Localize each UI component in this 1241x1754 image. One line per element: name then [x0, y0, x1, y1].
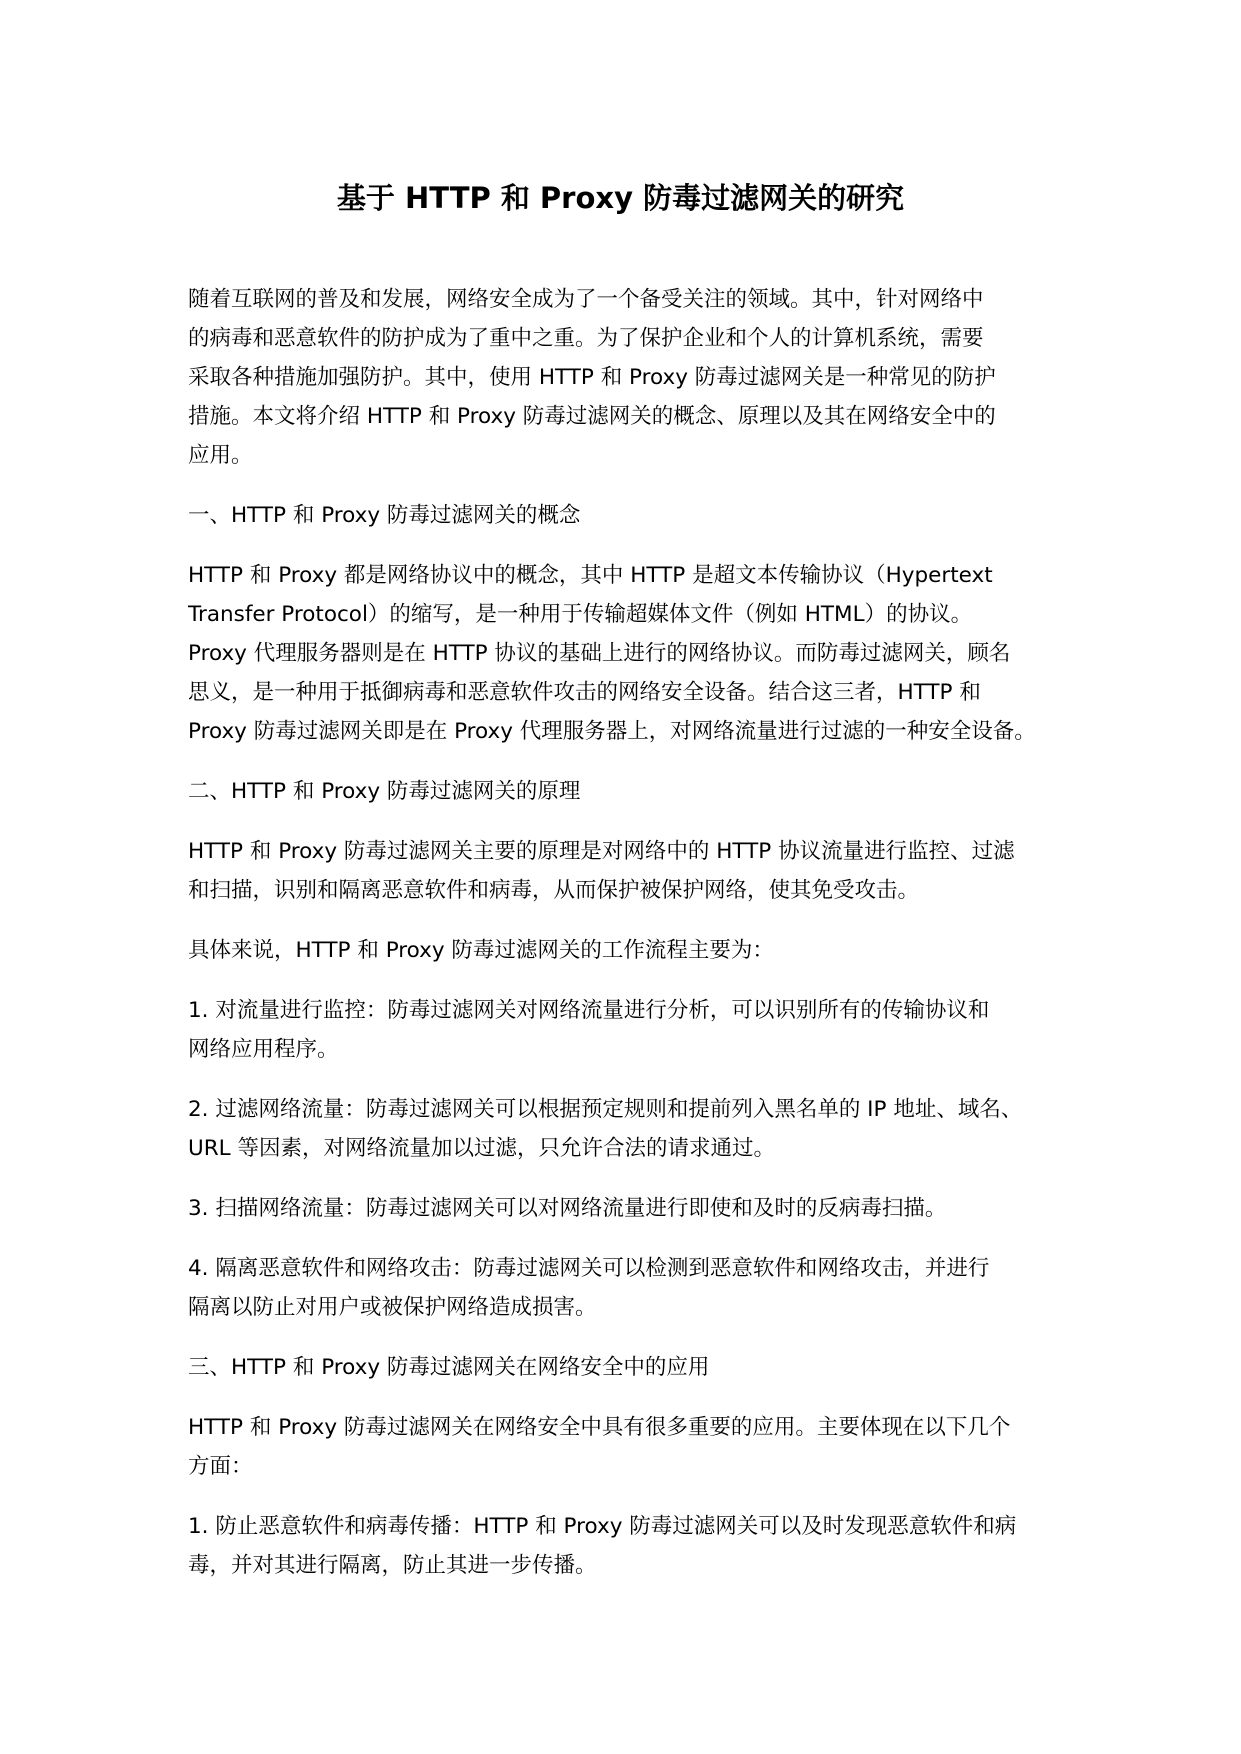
paragraph [188, 772, 1068, 811]
paragraph [188, 1348, 1068, 1387]
text-line: 具体来说，HTTP 和 Proxy 防毒过滤网关的工作流程主要为： [188, 938, 774, 963]
text-line: 毒，并对其进行隔离，防止其进一步传播。 [188, 1553, 597, 1578]
text-line: 三、HTTP 和 Proxy 防毒过滤网关在网络安全中的应用 [188, 1355, 710, 1380]
text-line: Proxy 代理服务器则是在 HTTP 协议的基础上进行的网络协议。而防毒过滤网关，顾名 [188, 641, 1011, 666]
paragraph [188, 1090, 1068, 1168]
text-line: HTTP 和 Proxy 都是网络协议中的概念，其中 HTTP 是超文本传输协议（Hypertext [188, 563, 993, 588]
text-line: HTTP 和 Proxy 防毒过滤网关在网络安全中具有很多重要的应用。主要体现在以下几个 [188, 1415, 1011, 1440]
text-line: 随着互联网的普及和发展，网络安全成为了一个备受关注的领域。其中，针对网络中 [188, 287, 984, 312]
paragraph [188, 1507, 1068, 1585]
text-line: 3. 扫描网络流量：防毒过滤网关可以对网络流量进行即使和及时的反病毒扫描。 [188, 1196, 947, 1221]
text-line: 的病毒和恶意软件的防护成为了重中之重。为了保护企业和个人的计算机系统，需要 [188, 326, 984, 351]
text-line: Transfer Protocol）的缩写，是一种用于传输超媒体文件（例如 HTML）的协议。 [188, 602, 973, 627]
document-body [188, 280, 1068, 1606]
text-line: 应用。 [188, 443, 253, 468]
paragraph [188, 991, 1068, 1069]
paragraph [188, 832, 1068, 910]
text-line: URL 等因素，对网络流量加以过滤，只允许合法的请求通过。 [188, 1136, 775, 1161]
paragraph [188, 1408, 1068, 1486]
paragraph [188, 280, 1068, 475]
text-line: 采取各种措施加强防护。其中，使用 HTTP 和 Proxy 防毒过滤网关是一种常见的防护 [188, 365, 996, 390]
text-line: 1. 对流量进行监控：防毒过滤网关对网络流量进行分析，可以识别所有的传输协议和 [188, 998, 990, 1023]
text-line: 方面： [188, 1454, 253, 1479]
text-line: 一、HTTP 和 Proxy 防毒过滤网关的概念 [188, 503, 581, 528]
paragraph [188, 496, 1068, 535]
text-line: 措施。本文将介绍 HTTP 和 Proxy 防毒过滤网关的概念、原理以及其在网络安全中的 [188, 404, 996, 429]
text-line: 1. 防止恶意软件和病毒传播：HTTP 和 Proxy 防毒过滤网关可以及时发现恶意软件和病 [188, 1514, 1017, 1539]
text-line: 隔离以防止对用户或被保护网络造成损害。 [188, 1295, 597, 1320]
paragraph [188, 1189, 1068, 1228]
text-line: 网络应用程序。 [188, 1037, 339, 1062]
paragraph [188, 931, 1068, 970]
document-title: 基于 HTTP 和 Proxy 防毒过滤网关的研究 [336, 181, 905, 215]
text-line: 和扫描，识别和隔离恶意软件和病毒，从而保护被保护网络，使其免受攻击。 [188, 878, 920, 903]
text-line: 二、HTTP 和 Proxy 防毒过滤网关的原理 [188, 779, 581, 804]
text-line: Proxy 防毒过滤网关即是在 Proxy 代理服务器上，对网络流量进行过滤的一种安全设备。 [188, 719, 1036, 744]
text-line: 思义，是一种用于抵御病毒和恶意软件攻击的网络安全设备。结合这三者，HTTP 和 [188, 680, 981, 705]
text-line: 2. 过滤网络流量：防毒过滤网关可以根据预定规则和提前列入黑名单的 IP 地址、域名、 [188, 1097, 1023, 1122]
text-line: 4. 隔离恶意软件和网络攻击：防毒过滤网关可以检测到恶意软件和网络攻击，并进行 [188, 1256, 990, 1281]
text-line: HTTP 和 Proxy 防毒过滤网关主要的原理是对网络中的 HTTP 协议流量进行监控、过滤 [188, 839, 1015, 864]
paragraph [188, 556, 1068, 751]
paragraph [188, 1249, 1068, 1327]
